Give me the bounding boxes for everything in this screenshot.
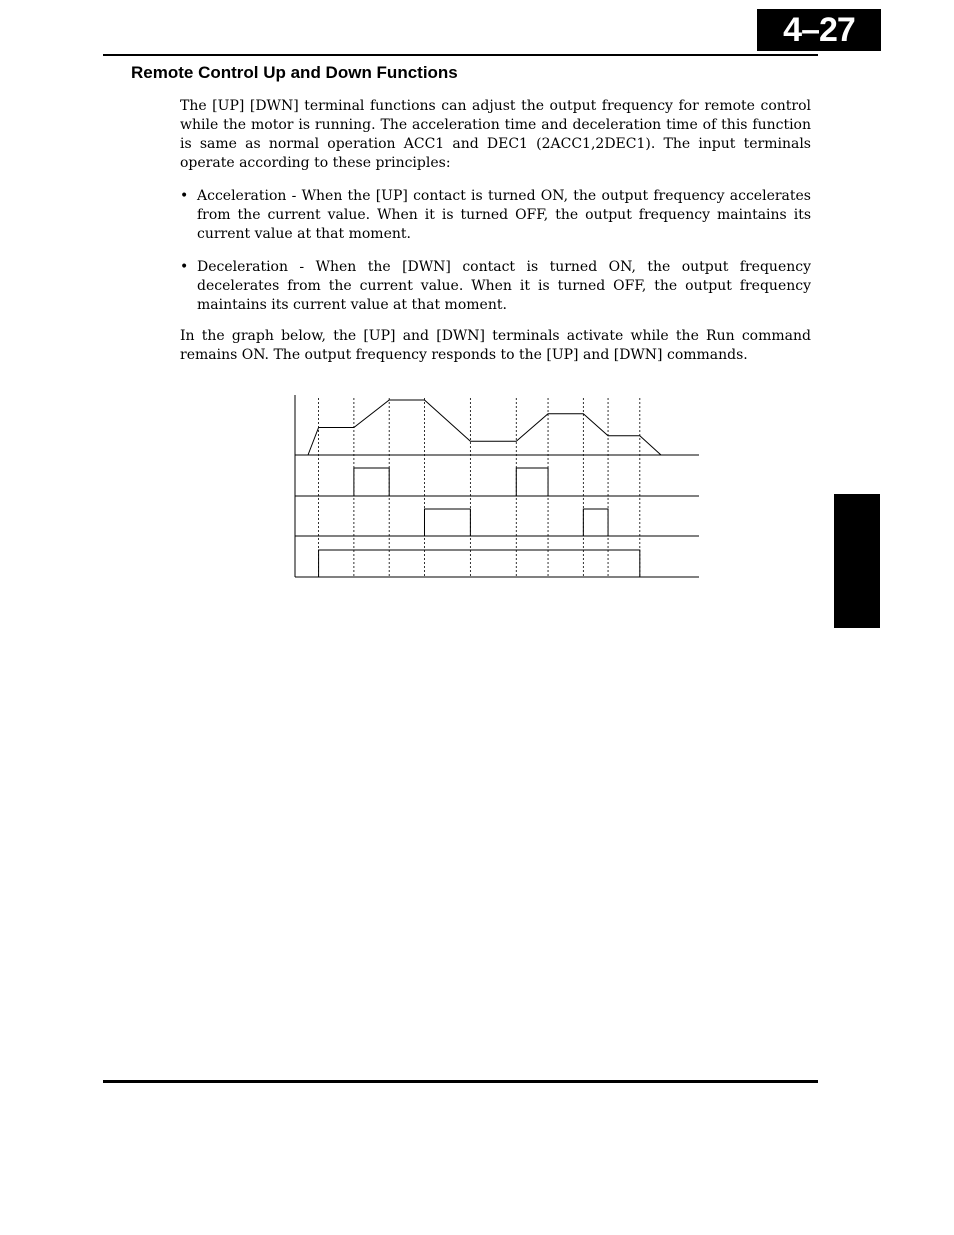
footer-rule: [103, 1080, 818, 1083]
intro-paragraph: The [UP] [DWN] terminal functions can adjust the output frequency for remote control while the motor is running. The acceleration time and deceleration time of this function is same as normal operation ACC1 and DEC1 (2ACC1,2DEC1). The input terminals operate according to these principles:: [180, 98, 811, 171]
list-item-deceleration: • Deceleration - When the [DWN] contact is turned ON, the output frequency decelerates from the current value. When it is turned OFF, the output frequency maintains its current value at that moment.: [180, 258, 811, 315]
signal-2-pulse-1: [354, 468, 389, 496]
timing-chart: [290, 390, 710, 585]
chapter-tab: [834, 494, 880, 628]
page-number: 4–27: [757, 9, 881, 51]
signal-3-pulse-2: [583, 509, 608, 536]
header-rule: [103, 54, 818, 56]
list-item-acceleration: • Acceleration - When the [UP] contact is turned ON, the output frequency accelerates from the current value. When it is turned OFF, the output frequency maintains its current value at that moment.: [180, 187, 811, 244]
principles-list: [180, 187, 811, 329]
signal-3-pulse-1: [424, 509, 470, 536]
section-heading: Remote Control Up and Down Functions: [131, 63, 458, 82]
graph-description: In the graph below, the [UP] and [DWN] terminals activate while the Run command remains ON. The output frequency responds to the [UP] and [DWN] commands.: [180, 328, 811, 363]
signal-2-pulse-2: [516, 468, 548, 496]
signal-4-pulse-1: [319, 550, 640, 577]
